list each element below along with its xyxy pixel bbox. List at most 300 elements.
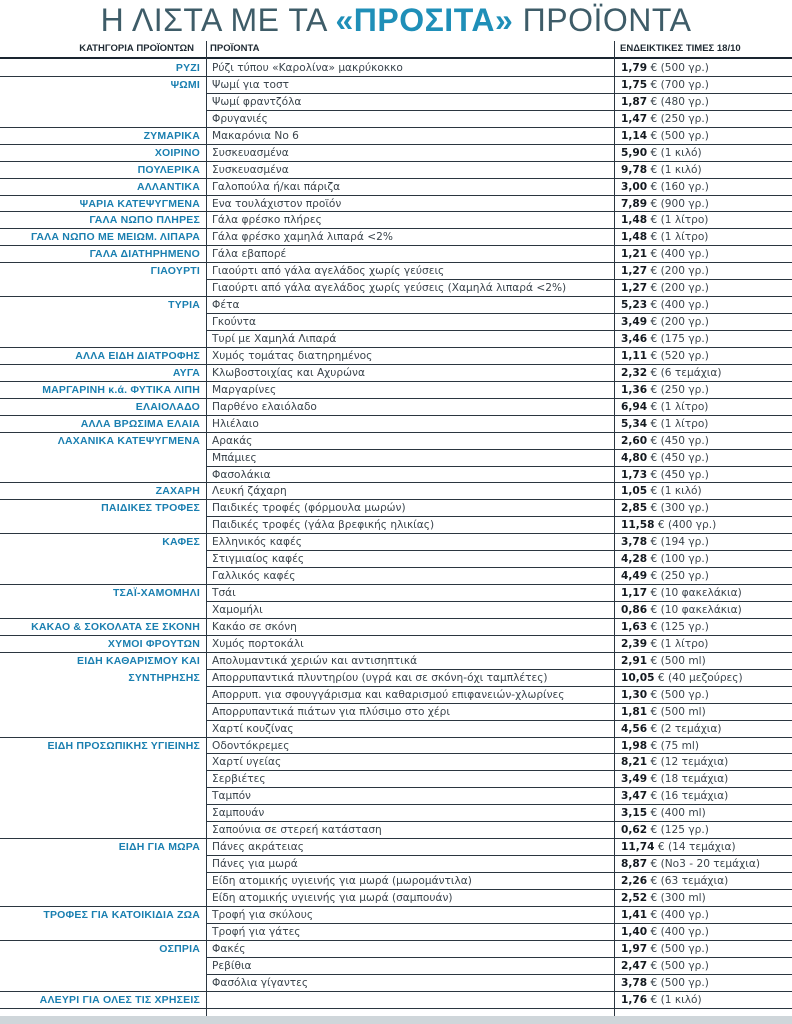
table-row xyxy=(0,263,792,280)
price-value: 9,78 xyxy=(621,163,648,176)
table-row xyxy=(0,450,792,467)
price-cell xyxy=(621,771,791,788)
price-cell xyxy=(621,975,791,992)
table-row xyxy=(0,602,792,619)
table-row xyxy=(0,619,792,636)
product-cell: Σερβιέτες xyxy=(212,773,266,786)
product-cell: Φασολάκια xyxy=(212,468,271,481)
table-row xyxy=(0,670,792,687)
price-unit: € (6 τεμάχια) xyxy=(650,366,722,379)
table-row xyxy=(0,839,792,856)
price-unit: € (700 γρ.) xyxy=(650,78,709,91)
product-cell: Φέτα xyxy=(212,299,240,312)
price-value: 7,89 xyxy=(621,197,648,210)
price-unit: € (200 γρ.) xyxy=(650,282,709,295)
category-cell: ΕΙΔΗ ΓΙΑ ΜΩΡΑ xyxy=(118,841,200,854)
price-unit: € (1 λίτρο) xyxy=(650,637,709,650)
price-value: 1,48 xyxy=(621,231,648,244)
table-row xyxy=(0,924,792,941)
category-cell xyxy=(0,958,200,975)
price-value: 3,78 xyxy=(621,976,648,989)
price-unit: € (194 γρ.) xyxy=(650,536,709,549)
price-unit: € (200 γρ.) xyxy=(650,316,709,329)
price-unit: € (1 λίτρο) xyxy=(650,400,709,413)
category-cell xyxy=(0,771,200,788)
price-value: 5,90 xyxy=(621,146,648,159)
price-unit: € (450 γρ.) xyxy=(650,451,709,464)
product-cell: Τυρί με Χαμηλά Λιπαρά xyxy=(212,333,337,345)
product-cell: Φακές xyxy=(212,942,246,955)
price-value: 1,21 xyxy=(621,248,648,261)
price-value: 1,40 xyxy=(621,925,648,938)
price-value: 0,62 xyxy=(621,824,648,837)
price-unit: € (1 λίτρο) xyxy=(650,231,709,244)
table-row xyxy=(0,416,792,433)
product-cell: Μπάμιες xyxy=(212,451,257,464)
category-cell xyxy=(0,568,200,585)
price-value: 4,28 xyxy=(621,553,648,566)
price-unit: € (10 φακελάκια) xyxy=(650,604,742,616)
table-row xyxy=(0,94,792,111)
price-cell xyxy=(621,839,791,856)
category-cell: ΕΛΑΙΟΛΑΔΟ xyxy=(135,400,200,413)
category-cell: ΓΑΛΑ ΝΩΠΟ ΠΛΗΡΕΣ xyxy=(89,214,200,227)
price-cell xyxy=(621,585,791,602)
price-value: 2,32 xyxy=(621,366,648,379)
price-value: 2,85 xyxy=(621,502,648,515)
table-row xyxy=(0,551,792,568)
price-value: 11,58 xyxy=(621,519,655,532)
price-cell xyxy=(621,619,791,636)
category-cell: ΕΙΔΗ ΚΑΘΑΡΙΣΜΟΥ ΚΑΙ xyxy=(77,654,200,667)
table-row xyxy=(0,992,792,1009)
category-cell: ΚΑΦΕΣ xyxy=(162,536,200,549)
price-value: 1,14 xyxy=(621,129,648,142)
price-cell xyxy=(621,788,791,805)
category-cell xyxy=(0,314,200,331)
price-value: 8,21 xyxy=(621,756,648,769)
product-cell: Γάλα φρέσκο χαμηλά λιπαρά <2% xyxy=(212,231,393,244)
price-value: 6,94 xyxy=(621,400,648,413)
price-cell xyxy=(621,924,791,941)
product-cell: Γκούντα xyxy=(212,316,257,329)
product-cell: Γιαούρτι από γάλα αγελάδος χωρίς γεύσεις xyxy=(212,265,445,278)
price-value: 3,47 xyxy=(621,790,648,803)
price-cell xyxy=(621,94,791,111)
product-cell: Ψωμί φραντζόλα xyxy=(212,95,302,108)
price-cell xyxy=(621,907,791,924)
price-value: 1,81 xyxy=(621,705,648,718)
price-value: 1,87 xyxy=(621,95,648,108)
price-cell xyxy=(621,551,791,568)
price-unit: € (450 γρ.) xyxy=(650,468,709,481)
table-row xyxy=(0,585,792,602)
price-cell xyxy=(621,856,791,873)
price-unit: € (400 γρ.) xyxy=(650,299,709,312)
table-row xyxy=(0,517,792,534)
price-cell xyxy=(621,636,791,653)
price-unit: € (400 ml) xyxy=(650,807,706,820)
table-row xyxy=(0,145,792,162)
price-unit: € (500 γρ.) xyxy=(650,688,709,701)
price-unit: € (125 γρ.) xyxy=(650,620,709,633)
product-cell: Πάνες ακράτειας xyxy=(212,841,305,854)
price-unit: € (125 γρ.) xyxy=(650,824,709,837)
price-cell xyxy=(621,314,791,331)
category-cell: ΧΥΜΟΙ ΦΡΟΥΤΩΝ xyxy=(107,637,200,650)
table-row xyxy=(0,721,792,738)
price-cell xyxy=(621,704,791,721)
price-unit: € (500 γρ.) xyxy=(650,976,709,989)
product-cell: Κακάο σε σκόνη xyxy=(212,620,297,633)
category-cell xyxy=(0,94,200,111)
category-cell xyxy=(0,450,200,467)
category-cell: ΧΟΙΡΙΝΟ xyxy=(154,146,200,159)
price-cell xyxy=(621,890,791,907)
price-value: 5,34 xyxy=(621,417,648,430)
table-row xyxy=(0,179,792,196)
table-row xyxy=(0,348,792,365)
category-cell xyxy=(0,754,200,771)
product-cell: Είδη ατομικής υγιεινής για μωρά (μωρομάντιλα) xyxy=(212,875,472,887)
table-row xyxy=(0,77,792,94)
price-value: 4,49 xyxy=(621,570,648,583)
table-row xyxy=(0,229,792,246)
product-cell: Ψωμί για τοστ xyxy=(212,78,290,91)
price-cell xyxy=(621,229,791,246)
price-cell xyxy=(621,500,791,517)
price-value: 3,00 xyxy=(621,180,648,193)
price-unit: € (18 τεμάχια) xyxy=(650,773,729,786)
table-row xyxy=(0,704,792,721)
price-unit: € (200 γρ.) xyxy=(650,265,709,278)
price-value: 3,46 xyxy=(621,333,648,345)
category-cell xyxy=(0,331,200,348)
table-row xyxy=(0,196,792,213)
price-cell xyxy=(621,450,791,467)
product-cell: Πάνες για μωρά xyxy=(212,858,298,871)
category-cell xyxy=(0,467,200,484)
price-value: 0,86 xyxy=(621,604,648,616)
table-row xyxy=(0,280,792,297)
price-value: 2,91 xyxy=(621,654,648,667)
price-cell xyxy=(621,754,791,771)
product-cell: Είδη ατομικής υγιεινής για μωρά (σαμπουάν) xyxy=(212,891,453,904)
price-cell xyxy=(621,653,791,670)
price-value: 10,05 xyxy=(621,671,655,684)
category-cell xyxy=(0,924,200,941)
category-cell xyxy=(0,111,200,128)
price-cell xyxy=(621,670,791,687)
price-value: 2,52 xyxy=(621,891,648,904)
category-cell: ΑΛΛΑΝΤΙΚΑ xyxy=(136,180,200,193)
price-value: 2,39 xyxy=(621,637,648,650)
price-cell xyxy=(621,433,791,450)
price-value: 1,63 xyxy=(621,620,648,633)
product-cell: Παιδικές τροφές (γάλα βρεφικής ηλικίας) xyxy=(212,519,435,532)
price-value: 5,23 xyxy=(621,299,648,312)
price-unit: € (400 γρ.) xyxy=(657,519,717,532)
table-row xyxy=(0,534,792,551)
price-unit: € (500 γρ.) xyxy=(650,62,709,74)
product-cell: Φρυγανιές xyxy=(212,112,268,125)
table-row xyxy=(0,941,792,958)
header-category: ΚΑΤΗΓΟΡΙΑ ΠΡΟΪΟΝΤΩΝ xyxy=(79,43,194,54)
table-row xyxy=(0,873,792,890)
price-cell xyxy=(621,212,791,229)
price-value: 1,48 xyxy=(621,214,648,227)
header-product: ΠΡΟΪΟΝΤΑ xyxy=(210,43,260,54)
product-cell: Ταμπόν xyxy=(212,790,251,803)
table-row xyxy=(0,483,792,500)
price-unit: € (75 ml) xyxy=(650,739,699,752)
price-value: 2,47 xyxy=(621,959,648,972)
price-value: 3,78 xyxy=(621,536,648,549)
table-row xyxy=(0,568,792,585)
price-cell xyxy=(621,822,791,839)
price-unit: € (Νο3 - 20 τεμάχια) xyxy=(650,858,760,871)
price-value: 1,79 xyxy=(621,62,648,74)
category-cell: ΑΛΛΑ ΒΡΩΣΙΜΑ ΕΛΑΙΑ xyxy=(80,417,200,430)
price-cell xyxy=(621,111,791,128)
category-cell: ΖΑΧΑΡΗ xyxy=(155,485,200,498)
price-unit: € (160 γρ.) xyxy=(650,180,709,193)
price-value: 1,75 xyxy=(621,78,648,91)
table-row xyxy=(0,365,792,382)
price-unit: € (900 γρ.) xyxy=(650,197,709,210)
price-value: 1,98 xyxy=(621,739,648,752)
price-unit: € (14 τεμάχια) xyxy=(657,841,736,854)
product-cell: Οδοντόκρεμες xyxy=(212,739,290,752)
price-cell xyxy=(621,399,791,416)
product-cell: Χυμός τομάτας διατηρημένος xyxy=(212,349,373,362)
price-unit: € (1 κιλό) xyxy=(650,146,702,159)
price-cell xyxy=(621,958,791,975)
price-value: 3,49 xyxy=(621,773,648,786)
price-unit: € (2 τεμάχια) xyxy=(650,722,722,735)
price-cell xyxy=(621,145,791,162)
table-row xyxy=(0,162,792,179)
table-row xyxy=(0,754,792,771)
price-value: 1,41 xyxy=(621,908,648,921)
product-cell: Τροφή για γάτες xyxy=(212,925,301,938)
price-unit: € (100 γρ.) xyxy=(650,553,709,566)
price-cell xyxy=(621,382,791,399)
product-cell: Παρθένο ελαιόλαδο xyxy=(212,400,317,413)
price-value: 4,56 xyxy=(621,722,648,735)
table-row xyxy=(0,331,792,348)
product-cell: Σαπούνια σε στερεή κατάσταση xyxy=(212,824,382,837)
price-cell xyxy=(621,687,791,704)
table-row xyxy=(0,60,792,77)
table-row xyxy=(0,958,792,975)
price-unit: € (175 γρ.) xyxy=(650,333,709,345)
price-cell xyxy=(621,517,791,534)
price-unit: € (250 γρ.) xyxy=(650,383,709,396)
price-cell xyxy=(621,738,791,755)
table-row xyxy=(0,738,792,755)
price-cell xyxy=(621,805,791,822)
product-cell: Ενα τουλάχιστον προϊόν xyxy=(212,197,342,210)
table-row xyxy=(0,788,792,805)
category-cell xyxy=(0,890,200,907)
product-cell: Ρύζι τύπου «Καρολίνα» μακρύκοκκο xyxy=(212,62,403,74)
category-cell xyxy=(0,687,200,704)
category-cell xyxy=(0,551,200,568)
price-cell xyxy=(621,365,791,382)
product-cell: Χαμομήλι xyxy=(212,604,263,616)
product-cell: Λευκή ζάχαρη xyxy=(212,485,287,498)
price-unit: € (500 ml) xyxy=(650,705,706,718)
category-cell: ΠΑΙΔΙΚΕΣ ΤΡΟΦΕΣ xyxy=(101,502,200,515)
table-row xyxy=(0,467,792,484)
table-row xyxy=(0,907,792,924)
category-cell xyxy=(0,602,200,619)
category-cell: ΖΥΜΑΡΙΚΑ xyxy=(143,129,200,142)
price-cell xyxy=(621,941,791,958)
price-value: 1,30 xyxy=(621,688,648,701)
price-value: 4,80 xyxy=(621,451,648,464)
page-title xyxy=(0,0,792,40)
product-cell: Φασόλια γίγαντες xyxy=(212,976,309,989)
category-cell xyxy=(0,873,200,890)
price-unit: € (500 γρ.) xyxy=(650,959,709,972)
category-cell: ΤΡΟΦΕΣ ΓΙΑ ΚΑΤΟΙΚΙΔΙΑ ΖΩΑ xyxy=(43,908,200,921)
title-highlight: «ΠΡΟΣΙΤΑ» xyxy=(335,2,514,38)
product-cell: Συσκευασμένα xyxy=(212,146,289,159)
price-unit: € (400 γρ.) xyxy=(650,248,709,261)
product-cell: Συσκευασμένα xyxy=(212,163,289,176)
table-row xyxy=(0,687,792,704)
category-cell: ΡΥΖΙ xyxy=(175,62,200,74)
table-row xyxy=(0,636,792,653)
table-row xyxy=(0,111,792,128)
category-cell: ΓΙΑΟΥΡΤΙ xyxy=(150,265,200,278)
price-unit: € (1 λίτρο) xyxy=(650,417,709,430)
price-cell xyxy=(621,60,791,77)
price-unit: € (1 κιλό) xyxy=(650,993,702,1006)
product-cell: Απορρυπαντικά πλυντηρίου (υγρά και σε σκόνη-όχι ταμπλέτες) xyxy=(212,671,548,684)
table-row xyxy=(0,399,792,416)
product-cell: Απορρυπαντικά πιάτων για πλύσιμο στο χέρι xyxy=(212,705,450,718)
table-row xyxy=(0,433,792,450)
product-cell: Τσάι xyxy=(212,587,236,600)
category-cell: ΟΣΠΡΙΑ xyxy=(159,942,200,955)
category-cell: ΑΛΕΥΡΙ ΓΙΑ ΟΛΕΣ ΤΙΣ ΧΡΗΣΕΙΣ xyxy=(39,993,200,1006)
price-unit: € (520 γρ.) xyxy=(650,349,709,362)
price-cell xyxy=(621,263,791,280)
price-value: 2,60 xyxy=(621,434,648,447)
price-unit: € (500 ml) xyxy=(650,654,706,667)
table-row xyxy=(0,822,792,839)
price-unit: € (1 κιλό) xyxy=(650,163,702,176)
header-divider xyxy=(0,57,792,59)
table-row xyxy=(0,975,792,992)
category-cell: ΤΥΡΙΑ xyxy=(168,299,200,312)
price-cell xyxy=(621,179,791,196)
price-value: 11,74 xyxy=(621,841,655,854)
price-unit: € (500 γρ.) xyxy=(650,129,709,142)
table-row xyxy=(0,382,792,399)
table-row xyxy=(0,212,792,229)
title-text-end: ΠΡΟΪΟΝΤΑ xyxy=(513,2,692,38)
category-cell: ΚΑΚΑΟ & ΣΟΚΟΛΑΤΑ ΣΕ ΣΚΟΝΗ xyxy=(31,620,200,633)
price-cell xyxy=(621,77,791,94)
product-cell: Στιγμιαίος καφές xyxy=(212,553,305,566)
category-cell xyxy=(0,788,200,805)
price-unit: € (10 φακελάκια) xyxy=(650,587,742,600)
category-cell: ΠΟΥΛΕΡΙΚΑ xyxy=(137,163,200,176)
price-unit: € (12 τεμάχια) xyxy=(650,756,729,769)
price-cell xyxy=(621,128,791,145)
product-cell: Μαργαρίνες xyxy=(212,383,277,396)
product-cell: Μακαρόνια Νο 6 xyxy=(212,129,299,142)
price-cell xyxy=(621,297,791,314)
category-cell: ΣΥΝΤΗΡΗΣΗΣ xyxy=(128,671,200,684)
table-row xyxy=(0,856,792,873)
category-cell: ΛΑΧΑΝΙΚΑ ΚΑΤΕΨΥΓΜΕΝΑ xyxy=(57,434,200,447)
product-cell: Ρεβίθια xyxy=(212,959,252,972)
price-cell xyxy=(621,196,791,213)
product-cell: Απολυμαντικά χεριών και αντισηπτικά xyxy=(212,654,418,667)
price-cell xyxy=(621,873,791,890)
category-cell xyxy=(0,517,200,534)
category-cell xyxy=(0,822,200,839)
price-value: 1,73 xyxy=(621,468,648,481)
category-cell: ΓΑΛΑ ΝΩΠΟ ΜΕ ΜΕΙΩΜ. ΛΙΠΑΡΑ xyxy=(31,231,200,244)
price-cell xyxy=(621,568,791,585)
table-row xyxy=(0,246,792,263)
price-cell xyxy=(621,331,791,348)
bottom-strip xyxy=(0,1016,792,1024)
product-cell: Τροφή για σκύλους xyxy=(212,908,314,921)
product-cell: Γάλα φρέσκο πλήρες xyxy=(212,214,322,227)
price-value: 1,11 xyxy=(621,349,648,362)
price-unit: € (40 μεζούρες) xyxy=(657,671,743,684)
category-cell: ΑΥΓΑ xyxy=(172,366,200,379)
price-cell xyxy=(621,280,791,297)
category-cell xyxy=(0,721,200,738)
price-value: 1,27 xyxy=(621,282,648,295)
price-cell xyxy=(621,534,791,551)
price-value: 3,49 xyxy=(621,316,648,329)
price-unit: € (480 γρ.) xyxy=(650,95,709,108)
product-cell: Κλωβοστοιχίας και Αχυρώνα xyxy=(212,366,365,379)
price-cell xyxy=(621,246,791,263)
product-cell: Γαλοπούλα ή/και πάριζα xyxy=(212,180,341,193)
price-unit: € (1 λίτρο) xyxy=(650,214,709,227)
product-cell: Χαρτί κουζίνας xyxy=(212,722,294,735)
table-row xyxy=(0,771,792,788)
price-unit: € (250 γρ.) xyxy=(650,570,709,583)
category-cell: ΜΑΡΓΑΡΙΝΗ κ.ά. ΦΥΤΙΚΑ ΛΙΠΗ xyxy=(42,383,200,396)
category-cell: ΨΩΜΙ xyxy=(170,78,200,91)
category-cell: ΑΛΛΑ ΕΙΔΗ ΔΙΑΤΡΟΦΗΣ xyxy=(75,349,200,362)
price-value: 1,17 xyxy=(621,587,648,600)
price-table xyxy=(0,60,792,1009)
category-cell xyxy=(0,704,200,721)
product-cell: Γιαούρτι από γάλα αγελάδος χωρίς γεύσεις (Χαμηλά λιπαρά <2%) xyxy=(212,282,567,295)
price-value: 1,05 xyxy=(621,485,648,498)
price-unit: € (63 τεμάχια) xyxy=(650,875,729,887)
table-row xyxy=(0,297,792,314)
price-value: 1,27 xyxy=(621,265,648,278)
price-cell xyxy=(621,602,791,619)
price-unit: € (500 γρ.) xyxy=(650,942,709,955)
category-cell xyxy=(0,280,200,297)
product-cell: Γάλα εβαπορέ xyxy=(212,248,287,261)
table-row xyxy=(0,314,792,331)
